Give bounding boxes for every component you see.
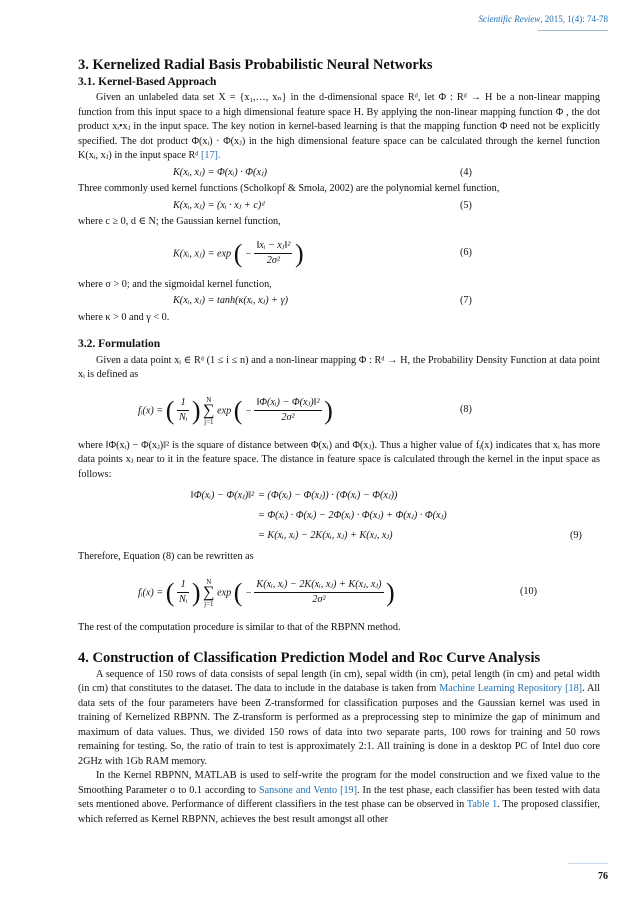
- section-4-title: 4. Construction of Classification Prediction Model and Roc Curve Analysis: [78, 650, 541, 666]
- equation-4: [78, 166, 600, 181]
- equation-6-body: K(xᵢ, xⱼ) = exp ( − $\frac{\text{‖xᵢ − xⱼ‖²}}{\text{2σ²}}$ ): [173, 238, 304, 268]
- equation-7-body: K(xᵢ, xⱼ) = tanh(κ(xᵢ, xⱼ) + γ): [173, 295, 288, 306]
- paragraph-rewrite: Therefore, Equation (8) can be rewritten as: [78, 551, 254, 562]
- header-rule: [538, 30, 608, 31]
- paragraph-matlab: In the Kernel RBPNN, MATLAB is used to self-write the program for the model construction and we fixed value to the Smoothing Parameter σ to 0.1 according to Sansone and Vento [19]. In the test phase, each classifier has been tested with data sets mentioned above. Performance of different classifiers in the test phase can be observed in Table 1. The proposed classifier, which referred as Kernel RBPNN, achieves the best result amongst all other: [78, 770, 601, 825]
- kernel-intro-text: Given an unlabeled data set X = {x₁,…, xₙ} in the d-dimensional space Rᵈ, let Φ : Rᵈ → H be a non-linear mapping function from this input space to a high dimensional feature space H. By applying the non-linear mapping function Φ , the dot product xᵢ•xⱼ in the input space. The key notion in kernel-based learning is that the mapping function Φ need not be explicitly specified. The dot product Φ(xᵢ) · Φ(xⱼ) in the high dimensional feature space can be calculated through the kernel function K(xᵢ, xⱼ) in the input space Rᵈ: [78, 92, 600, 161]
- sum-symbol: N ∑ j=1: [203, 395, 215, 426]
- equation-10-fraction: $\frac{\text{K(xᵢ, xᵢ) − 2K(xᵢ, xⱼ) + K(xⱼ, xⱼ)}}{\text{2σ²}}$: [256, 578, 382, 605]
- derivation-9: ‖Φ(xᵢ) − Φ(xⱼ)‖² = (Φ(xᵢ) − Φ(xⱼ)) · (Φ(xᵢ) − Φ(xⱼ)) = Φ(xᵢ) · Φ(xᵢ) − 2Φ(xᵢ) · Φ(xⱼ) + Φ(xⱼ) · Φ(xⱼ) = K(xᵢ, xᵢ) − 2K(xᵢ, xⱼ) + K(xⱼ, xⱼ) (9): [138, 486, 600, 546]
- section-3-title: 3. Kernelized Radial Basis Probabilistic Neural Networks: [78, 57, 433, 73]
- equation-7: [78, 294, 600, 309]
- equation-8-exp-fraction: $\frac{\text{‖Φ(xᵢ) − Φ(xⱼ)‖²}}{\text{2σ²}}$: [256, 396, 320, 423]
- page-content: [78, 52, 600, 827]
- equation-6-fraction: [254, 239, 292, 269]
- equation-4-body: K(xᵢ, xⱼ) = Φ(xᵢ) · Φ(xⱼ): [173, 166, 268, 178]
- paragraph-formulation: Given a data point xᵢ ∈ Rᵈ (1 ≤ i ≤ n) and a non-linear mapping Φ : Rᵈ → H, the Probability Density Function at data point xᵢ is defined as: [78, 354, 600, 380]
- ml-repository-link[interactable]: Machine Learning Repository [18]: [439, 683, 583, 694]
- journal-citation: , 2015, 1(4): 74-78: [540, 14, 608, 24]
- equation-5: [78, 199, 600, 214]
- paragraph-rest: The rest of the computation procedure is similar to that of the RBPNN method.: [78, 621, 401, 633]
- equation-6-number: (6): [460, 247, 472, 259]
- equation-6-denominator: 2σ²: [266, 255, 280, 266]
- paragraph-dataset: A sequence of 150 rows of data consists of sepal length (in cm), sepal width (in cm), petal length (in cm) and petal width (in cm) that constitutes to the dataset. The data to include in the database is taken from Machine Learning Repository [18]. All data sets of the four parameters have been Z-transformed for classification purposes and the Gaussian kernel was used in training of Kernelized RBPNN. The Z-transform is performed as a preprocessing step to minimize the gap of minimum and maximum of data values. Thus, we divided 150 rows of data into two separate parts, 100 rows for training and 50 rows remaining for testing. So, the ratio of train to test is approximately 2:1. All training is done in a desktop PC of Intel duo core 2GHz with 1Gb RAM memory.: [78, 668, 600, 767]
- equation-10: [78, 567, 600, 619]
- equation-8-fraction: $\frac{1}{\text{Nᵢ}}$: [178, 396, 188, 423]
- equation-6-numerator: ‖xᵢ − xⱼ‖²: [254, 239, 292, 255]
- equation-10-number: (10): [520, 586, 537, 598]
- paragraph-distance: where ‖Φ(xᵢ) − Φ(xⱼ)‖² is the square of distance between Φ(xᵢ) and Φ(xⱼ). Thus a higher value of fᵢ(x) indicates that xᵢ has more data points xⱼ near to it in the feature space. The distance in feature space is calculated through the kernel in the input space as follows:: [78, 439, 600, 480]
- equation-7-number: (7): [460, 295, 472, 306]
- journal-name: Scientific Review: [478, 14, 541, 24]
- sansone-vento-link[interactable]: Sansone and Vento [19]: [258, 784, 358, 796]
- paragraph-kernels: Three commonly used kernel functions (Scholkopf & Smola, 2002) are the polynomial kernel function,: [78, 183, 500, 194]
- equation-5-number: (5): [460, 199, 472, 211]
- paren-right: ): [294, 238, 304, 268]
- paragraph-kernel-intro: [78, 91, 600, 164]
- equation-5-body: K(xᵢ, xⱼ) = (xᵢ · xⱼ + c)ᵈ: [173, 199, 265, 211]
- equation-6: [78, 232, 600, 276]
- page-number: 76: [598, 871, 608, 882]
- paragraph-sigmoid-where: where κ > 0 and γ < 0.: [78, 311, 170, 323]
- subsection-3-1-title: 3.1. Kernel-Based Approach: [78, 75, 217, 88]
- equation-4-number: (4): [460, 166, 472, 178]
- equation-9-number: (9): [570, 530, 582, 541]
- paragraph-gauss-where: where σ > 0; and the sigmoidal kernel function,: [78, 278, 272, 290]
- paragraph-poly-where: where c ≥ 0, d ∈ N; the Gaussian kernel function,: [78, 216, 281, 227]
- table-1-link[interactable]: Table 1: [466, 799, 498, 810]
- equation-6-lhs: K(xᵢ, xⱼ) = exp: [173, 247, 232, 259]
- equation-8-number: (8): [460, 404, 472, 416]
- subsection-3-2-title: 3.2. Formulation: [78, 338, 161, 350]
- equation-8-lhs: fᵢ(x) =: [138, 404, 164, 416]
- ref-17-link[interactable]: [17].: [200, 150, 221, 161]
- paren-left: (: [233, 238, 243, 268]
- running-header: [479, 14, 608, 24]
- equation-8: [78, 385, 600, 437]
- equation-10-body: fᵢ(x) = ( $\frac{1}{\text{Nᵢ}}$ ) N ∑ j=1 exp ( − $\frac{\text{K(xᵢ, xᵢ) − 2K(xᵢ, xⱼ) + K(xⱼ, xⱼ)}}{\text{2σ²}}$ ): [138, 577, 395, 608]
- equation-8-body: fᵢ(x) = ( $\frac{1}{\text{Nᵢ}}$ ) N ∑ j=1 exp ( − $\frac{\text{‖Φ(xᵢ) − Φ(xⱼ)‖²}}{\text{2σ²}}$ ): [138, 395, 333, 426]
- footer-rule: [568, 863, 608, 864]
